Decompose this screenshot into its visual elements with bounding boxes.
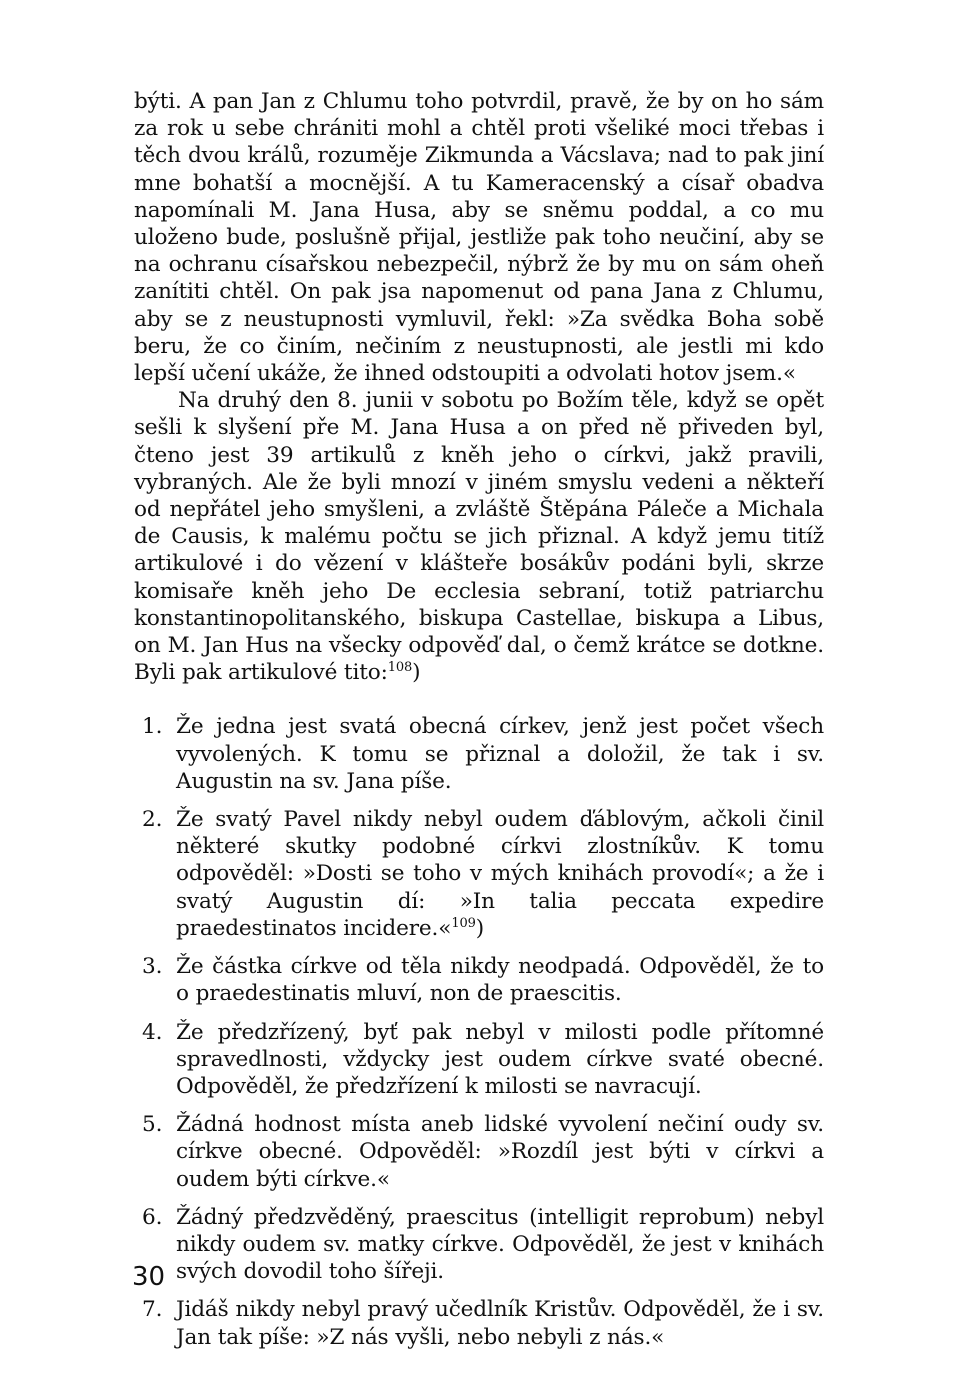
item-text: Že předzřízený, byť pak nebyl v milosti podle přítomné spravedlnosti, vždycky jest oudem církve svaté obecné. Odpověděl, že předzřízení k milosti se navracují. [176,1019,824,1099]
item-number: 1. [142,714,163,740]
item-text: Že částka církve od těla nikdy neodpadá. Odpověděl, že to o praedestinatis mluví, non de praescitis. [176,954,824,1007]
item-number: 4. [142,1019,163,1045]
list-item [134,806,824,942]
item-text: Jidáš nikdy nebyl pravý učedlník Kristův. Odpověděl, že i sv. Jan tak píše: »Z nás vyšli, nebo nebyli z nás.« [176,1297,824,1350]
articles-list [134,713,824,1350]
item-number: 7. [142,1297,163,1323]
footnote-ref-109: 109 [451,915,476,931]
list-item [134,1296,824,1350]
paragraph-2-text: Na druhý den 8. junii v sobotu po Božím těle, když se opět sešli k slyšení pře M. Jana Husa a on před ně přiveden byl, čteno jest 39 artikulů z kněh jeho o církvi, jakž pravili, vybraných. Ale že byli mnozí v jiném smyslu vedeni a někteří od nepřátel jeho smyšleni, a zvláště Štěpána Páleče a Michala de Causis, k malému počtu se jich přiznal. A když jemu titíž artikulové i do vězení v klášteře bosákův podáni byli, skrze komisaře kněh jeho De ecclesia sebraní, totiž patriarchu konstantinopolitanského, biskupa Castellae, biskupa a Libus, on M. Jan Hus na všecky odpověď dal, o čemž krátce se dotkne. Byli pak artikulové tito: [134,388,824,686]
item-text: Žádný předzvěděný, praescitus (intelligit reprobum) nebyl nikdy oudem sv. matky církve. Odpověděl, že jest v knihách svých dovodil toho šířeji. [176,1204,824,1285]
list-item [134,1111,824,1193]
footnote-ref-108: 108 [387,660,413,676]
item-text: Žádná hodnost místa aneb lidské vyvolení nečiní oudy sv. církve obecné. Odpověděl: »Rozdíl jest býti v církvi a oudem býti církve.« [176,1112,824,1192]
list-item [134,1019,824,1101]
item-number: 3. [142,954,163,980]
page-body [134,88,824,1362]
item-number: 6. [142,1204,163,1230]
item-text: Že svatý Pavel nikdy nebyl oudem ďáblovým, ačkoli činil některé skutky podobné církvi zlostníkův. K tomu odpověděl: »Dosti se toho v mých knihách provodí«; a že i svatý Augustin dí: »In talia peccata expedire praedestinatos incidere.« [176,807,824,941]
item-text: Že jedna jest svatá obecná církev, jenž jest počet všech vyvolených. K tomu se přiznal a doložil, že tak i sv. Augustin na sv. Jana píše. [176,714,824,794]
paragraph-1: býti. A pan Jan z Chlumu toho potvrdil, pravě, že by on ho sám za rok u sebe chrániti mohl a chtěl proti všeliké moci třebas i těch dvou králů, rozuměje Zikmunda a Vácslava; nad to pak jiní mne bohatší a mocnější. A tu Kameracenský a císař obadva napomínali M. Jana Husa, aby se sněmu poddal, a co mu uloženo bude, poslušně přijal, jestliže pak toho neučiní, aby se na ochranu císařskou nebezpečil, nýbrž že by mu on sám oheň zanítiti chtěl. On pak jsa napomenut od pana Jana z Chlumu, aby se z neustupnosti vymluvil, řekl: »Za svědka Boha sobě beru, že co činím, nečiním z neustupnosti, ale jestli mi kdo lepší učení ukáže, že ihned odstoupiti a odvolati hotov jsem.« [134,89,824,387]
paragraph-2-suffix: ) [412,660,421,686]
paragraph-2 [134,387,824,686]
page-number: 30 [132,1262,166,1292]
item-number: 5. [142,1112,163,1138]
item-number: 2. [142,807,163,833]
list-item [134,1204,824,1286]
list-item [134,713,824,795]
item-suffix: ) [475,915,484,941]
list-item [134,953,824,1007]
